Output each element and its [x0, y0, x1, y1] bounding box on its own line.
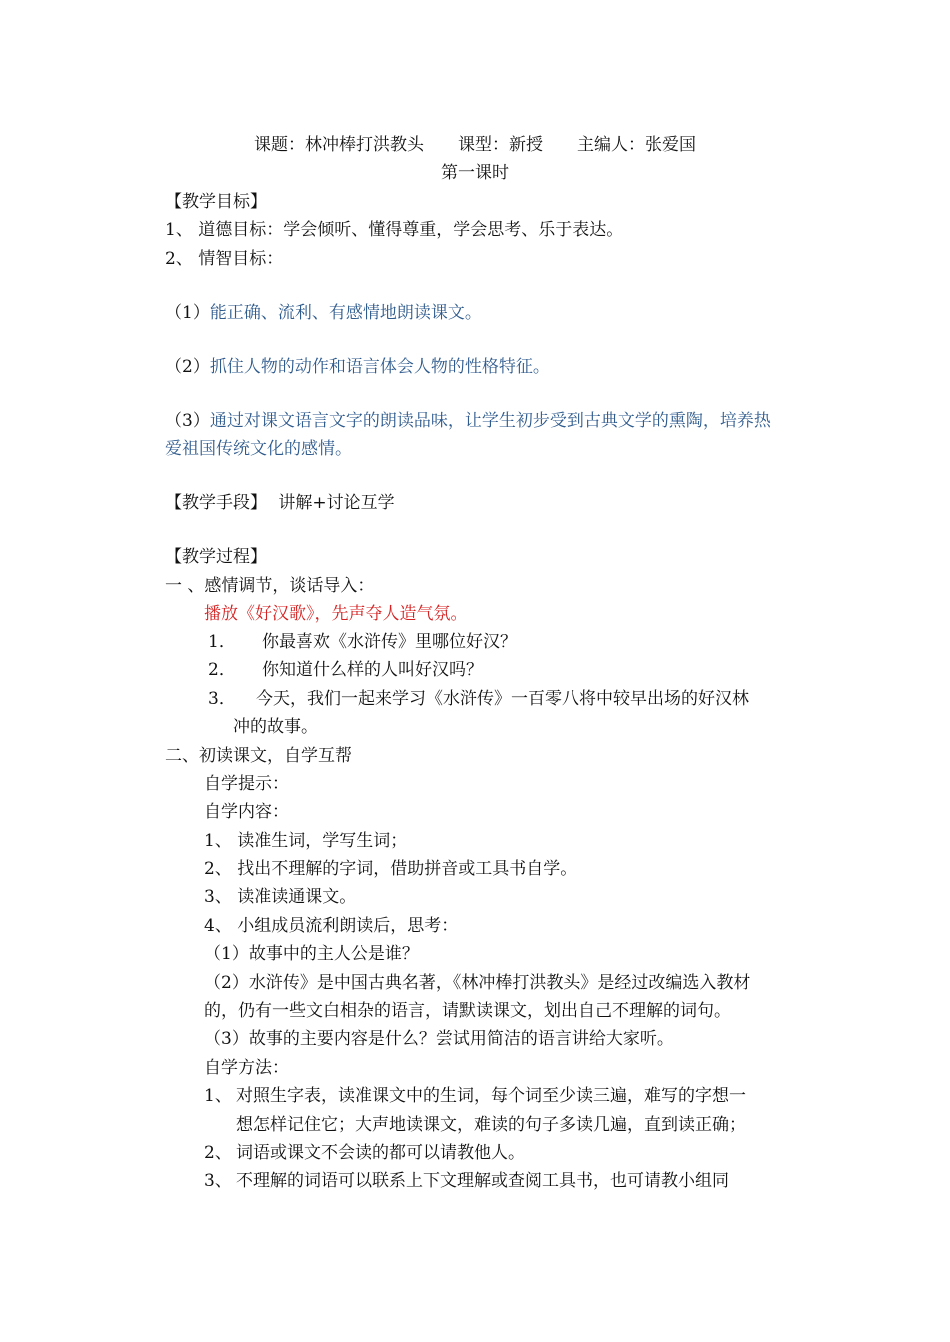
- item-number: 2、: [204, 1143, 232, 1163]
- method-item: [204, 1084, 746, 1108]
- section1-item: [208, 658, 483, 682]
- section1-intro: 播放《好汉歌》，先声夺人造气氛。: [204, 604, 468, 624]
- item-text: 你知道什么样的人叫好汉吗？: [262, 660, 483, 680]
- section1-item-continuation: 冲的故事。: [233, 717, 318, 737]
- goal-item: 2、 情智目标：: [165, 249, 284, 269]
- means-heading: 【教学手段】: [165, 493, 267, 513]
- goal-sub-item: [165, 355, 550, 379]
- item-number: 1．: [208, 632, 236, 652]
- question-line: （1）故事中的主人公是谁？: [204, 944, 419, 964]
- question-line: 的，仍有一些文白相杂的语言，请默读课文，划出自己不理解的词句。: [204, 1001, 731, 1021]
- item-number: 3．: [208, 689, 236, 709]
- content-item: 3、 读准读通课文。: [204, 887, 357, 907]
- section1-item: [208, 687, 749, 711]
- goal-sub-text: 抓住人物的动作和语言体会人物的性格特征。: [209, 357, 550, 377]
- item-text: 词语或课文不会读的都可以请教他人。: [236, 1143, 525, 1163]
- item-number: 2．: [208, 660, 236, 680]
- item-text: 不理解的词语可以联系上下文理解或查阅工具书，也可请教小组同: [236, 1171, 729, 1191]
- self-study-content-label: 自学内容：: [204, 802, 289, 822]
- goal-sub-continuation: 爱祖国传统文化的感情。: [165, 439, 352, 459]
- method-item: [204, 1169, 729, 1193]
- goal-sub-item: [165, 301, 482, 325]
- content-item: 1、 读准生词，学写生词；: [204, 831, 408, 851]
- goals-heading: 【教学目标】: [165, 192, 267, 212]
- method-item-continuation: 想怎样记住它；大声地读课文，难读的句子多读几遍，直到读正确；: [236, 1115, 746, 1135]
- goal-sub-number: （2）: [165, 357, 210, 377]
- question-line: （2）水浒传》是中国古典名著，《林冲棒打洪教头》是经过改编选入教材: [204, 973, 751, 993]
- section1-title: 一 、感情调节，谈话导入：: [165, 576, 375, 596]
- goal-sub-number: （1）: [165, 303, 210, 323]
- method-item: [204, 1141, 525, 1165]
- item-text: 你最喜欢《水浒传》里哪位好汉？: [262, 632, 517, 652]
- item-text: 今天，我们一起来学习《水浒传》一百零八将中较早出场的好汉林: [256, 689, 749, 709]
- goal-sub-item: [165, 409, 771, 433]
- lesson-label: 第一课时: [441, 163, 509, 183]
- goal-sub-text: 通过对课文语言文字的朗读品味，让学生初步受到古典文学的熏陶，培养热: [209, 411, 771, 431]
- goal-sub-number: （3）: [165, 411, 210, 431]
- self-study-tips: 自学提示：: [204, 774, 289, 794]
- title-line: 课题：林冲棒打洪教头 课型：新授 主编人：张爱国: [254, 135, 696, 155]
- goal-sub-text: 能正确、流利、有感情地朗读课文。: [209, 303, 482, 323]
- item-number: 1、: [204, 1086, 232, 1106]
- goal-item: 1、 道德目标：学会倾听、懂得尊重，学会思考、乐于表达。: [165, 220, 624, 240]
- process-heading: 【教学过程】: [165, 547, 267, 567]
- self-study-method-label: 自学方法：: [204, 1058, 289, 1078]
- item-number: 3、: [204, 1171, 232, 1191]
- content-item: 2、 找出不理解的字词，借助拼音或工具书自学。: [204, 859, 578, 879]
- content-item: 4、 小组成员流利朗读后，思考：: [204, 916, 459, 936]
- item-text: 对照生字表，读准课文中的生词，每个词至少读三遍，难写的字想一: [236, 1086, 746, 1106]
- section2-title: 二、初读课文，自学互帮: [165, 746, 352, 766]
- means-text: 讲解+讨论互学: [278, 493, 395, 513]
- question-line: （3）故事的主要内容是什么？尝试用简洁的语言讲给大家听。: [204, 1029, 674, 1049]
- means-line: [165, 491, 395, 515]
- section1-item: [208, 630, 517, 654]
